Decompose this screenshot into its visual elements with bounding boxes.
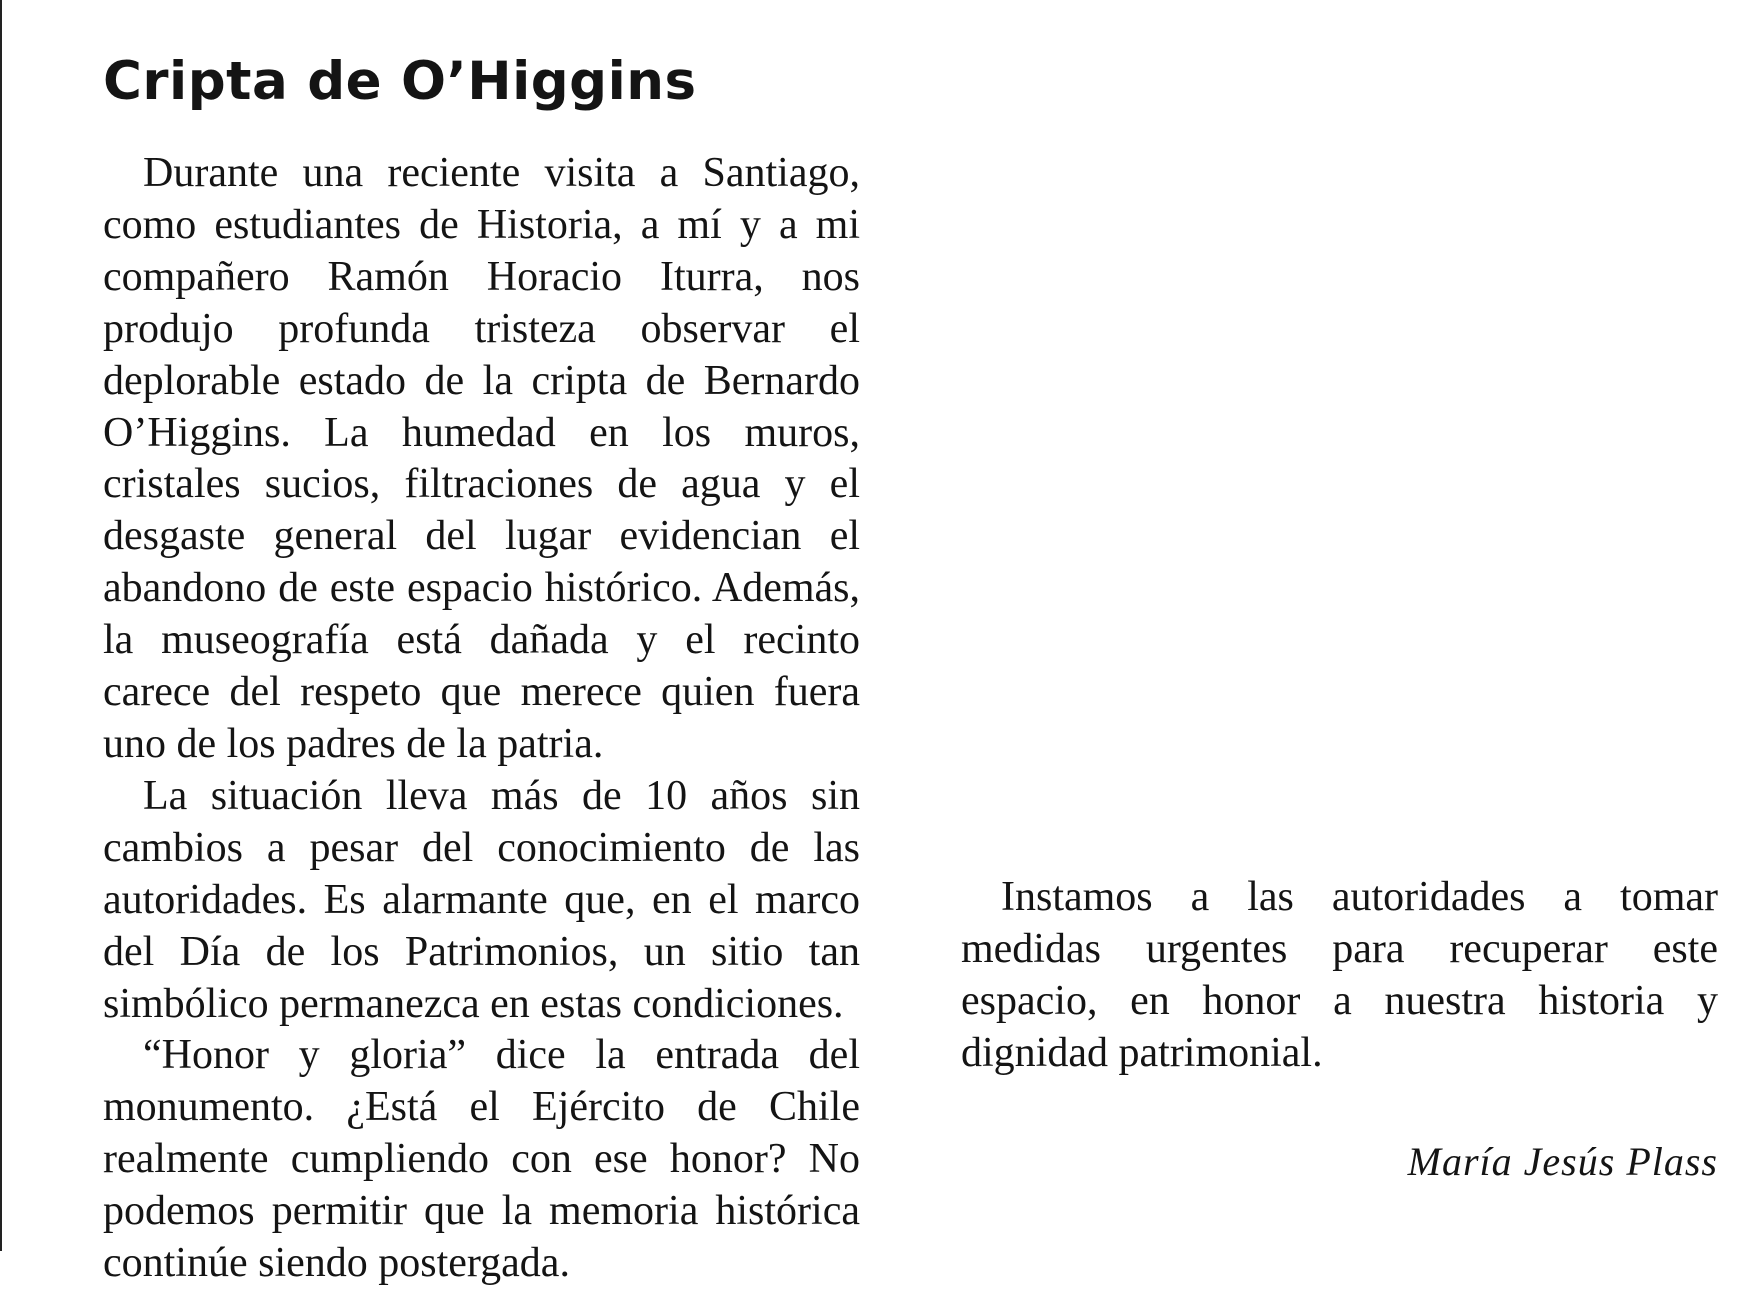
left-column <box>103 148 860 1290</box>
paragraph-2: La situación lleva más de 10 años sin cambios a pesar del conocimiento de las autoridades. Es alarmante que, en el marco del Día de los Patrimonios, un sitio tan simbólico permanezca en estas condiciones. <box>103 772 860 1027</box>
letter-headline: Cripta de O’Higgins <box>103 51 697 112</box>
paragraph-1: Durante una reciente visita a Santiago, como estudiantes de Historia, a mí y a mi compañero Ramón Horacio Iturra, nos produjo profunda tristeza observar el deplorable estado de la cripta de Bernardo O’Higgins. La humedad en los muros, cristales sucios, filtraciones de agua y el desgaste general del lugar evidencian el abandono de este espacio histórico. Además, la museografía está dañada y el recinto carece del respeto que merece quien fuera uno de los padres de la patria. <box>103 150 860 767</box>
paragraph-4: Instamos a las autoridades a tomar medidas urgentes para recuperar este espacio, en honor a nuestra historia y dignidad patrimonial. <box>961 874 1718 1076</box>
right-column <box>961 872 1718 1080</box>
author-signature: María Jesús Plass <box>1407 1139 1718 1184</box>
paragraph-3: “Honor y gloria” dice la entrada del monumento. ¿Está el Ejército de Chile realmente cumpliendo con ese honor? No podemos permitir que la memoria histórica continúe siendo postergada. <box>103 1032 860 1287</box>
left-border-rule <box>0 0 2 1251</box>
